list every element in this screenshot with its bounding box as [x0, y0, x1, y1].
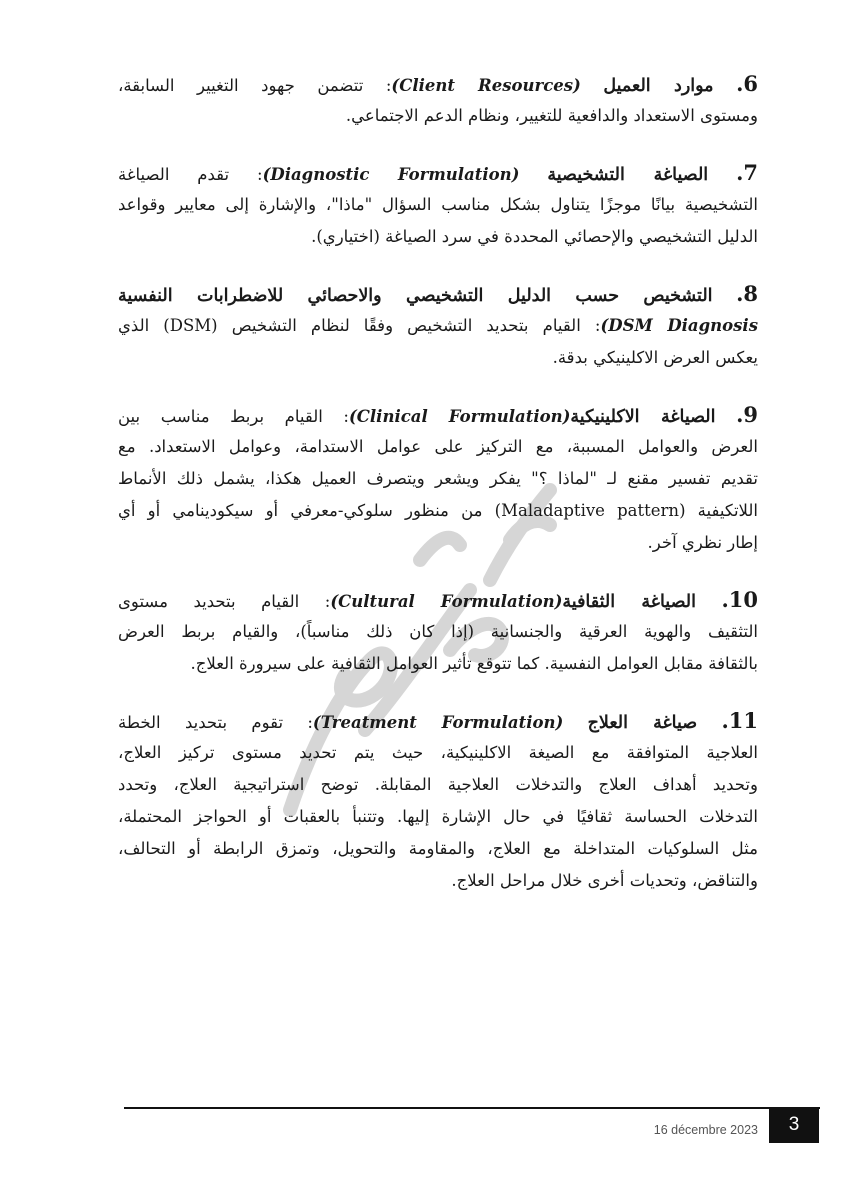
- item-english-term: (Clinical Formulation): [348, 407, 571, 426]
- item-line: الدليل التشخيصي والإحصائي المحددة في سرد الصياغة (اختياري).: [311, 227, 758, 246]
- item-line: العرض والعوامل المسببة، مع التركيز على عوامل الاستدامة، وعوامل الاستعداد. مع: [118, 437, 758, 456]
- item-english-term: (Cultural Formulation): [330, 592, 563, 611]
- item-number: 10.: [721, 587, 758, 612]
- item-text: : القيام بتحديد مستوى: [118, 592, 331, 611]
- item-number: 8.: [736, 281, 758, 306]
- list-item-10: [118, 584, 758, 680]
- item-text: : تقوم بتحديد الخطة: [118, 713, 313, 732]
- item-line: التشخيصية بيانًا موجزًا يتناول بشكل مناسب السؤال "ماذا"، والإشارة إلى معايير وقواعد: [118, 195, 758, 214]
- item-english-term: (DSM Diagnosis: [600, 316, 758, 335]
- item-text: : القيام بربط مناسب بين: [118, 407, 349, 426]
- item-line: بالثقافة مقابل العوامل النفسية. كما تتوقع تأثير العوامل الثقافية على سيرورة العلاج.: [190, 654, 758, 673]
- item-line: اللاتكيفية (Maladaptive pattern) من منظور سلوكي-معرفي أو سيكودينامي أو أي: [118, 501, 758, 520]
- item-line: والتناقض، وتحديات أخرى خلال مراحل العلاج.: [451, 871, 758, 890]
- item-heading: التشخيص حسب الدليل التشخيصي والاحصائي للاضطرابات النفسية: [118, 286, 713, 306]
- item-heading: الصياغة الثقافية: [562, 592, 696, 612]
- item-text: : تتضمن جهود التغيير السابقة،: [118, 76, 392, 95]
- item-english-term: (Client Resources): [391, 76, 581, 95]
- list-item-9: [118, 399, 758, 559]
- item-number: 7.: [736, 160, 758, 185]
- item-line: تقديم تفسير مقنع لـ "لماذا ؟" يفكر ويشعر ويتصرف العميل هكذا، يشمل ذلك الأنماط: [118, 469, 758, 488]
- item-line: مثل السلوكيات المتداخلة مع العلاج، والمقاومة والتحويل، وتمزق الرابطة أو التحالف،: [118, 839, 758, 858]
- item-english-term: (Diagnostic Formulation): [262, 165, 520, 184]
- item-heading: موارد العميل: [603, 76, 714, 96]
- item-text: : القيام بتحديد التشخيص وفقًا لنظام التشخيص: [231, 316, 601, 335]
- item-line: العلاجية المتوافقة مع الصيغة الاكلينيكية، حيث يتم تحديد مستوى تركيز العلاج،: [118, 743, 758, 762]
- item-heading: الصياغة التشخيصية: [547, 165, 709, 185]
- item-english-term: (Treatment Formulation): [312, 713, 564, 732]
- list-item-7: [118, 157, 758, 253]
- footer-date: 16 décembre 2023: [653, 1123, 758, 1137]
- item-line: يعكس العرض الاكلينيكي بدقة.: [552, 348, 758, 367]
- item-number: 9.: [736, 402, 758, 427]
- item-text-tail: الذي: [118, 316, 150, 335]
- item-line: وتحديد أهداف العلاج والتدخلات العلاجية المقابلة. توضح استراتيجية العلاج، وتحدد: [118, 775, 758, 794]
- item-text: : تقدم الصياغة: [118, 165, 263, 184]
- item-number: 6.: [736, 71, 758, 96]
- page-number: 3: [769, 1107, 819, 1143]
- list-item-11: [118, 705, 758, 897]
- item-line: التدخلات الحساسة ثقافيًا في حال الإشارة إليها. وتتنبأ بالعقبات أو الحواجز المحتملة،: [118, 807, 758, 826]
- item-line: التثقيف والهوية العرقية والجنسانية (إذا كان ذلك مناسباً)، والقيام بربط العرض: [118, 622, 758, 641]
- list-item-6: [118, 68, 758, 132]
- item-abbreviation: (DSM): [163, 316, 218, 335]
- footer-divider: [124, 1107, 820, 1109]
- item-heading: الصياغة الاكلينيكية: [570, 407, 716, 427]
- numbered-list: [118, 68, 758, 922]
- item-line: ومستوى الاستعداد والدافعية للتغيير، ونظام الدعم الاجتماعي.: [345, 106, 758, 125]
- list-item-8: [118, 278, 758, 374]
- item-number: 11.: [721, 708, 758, 733]
- item-line: إطار نظري آخر.: [647, 533, 758, 552]
- item-heading: صياغة العلاج: [587, 713, 698, 733]
